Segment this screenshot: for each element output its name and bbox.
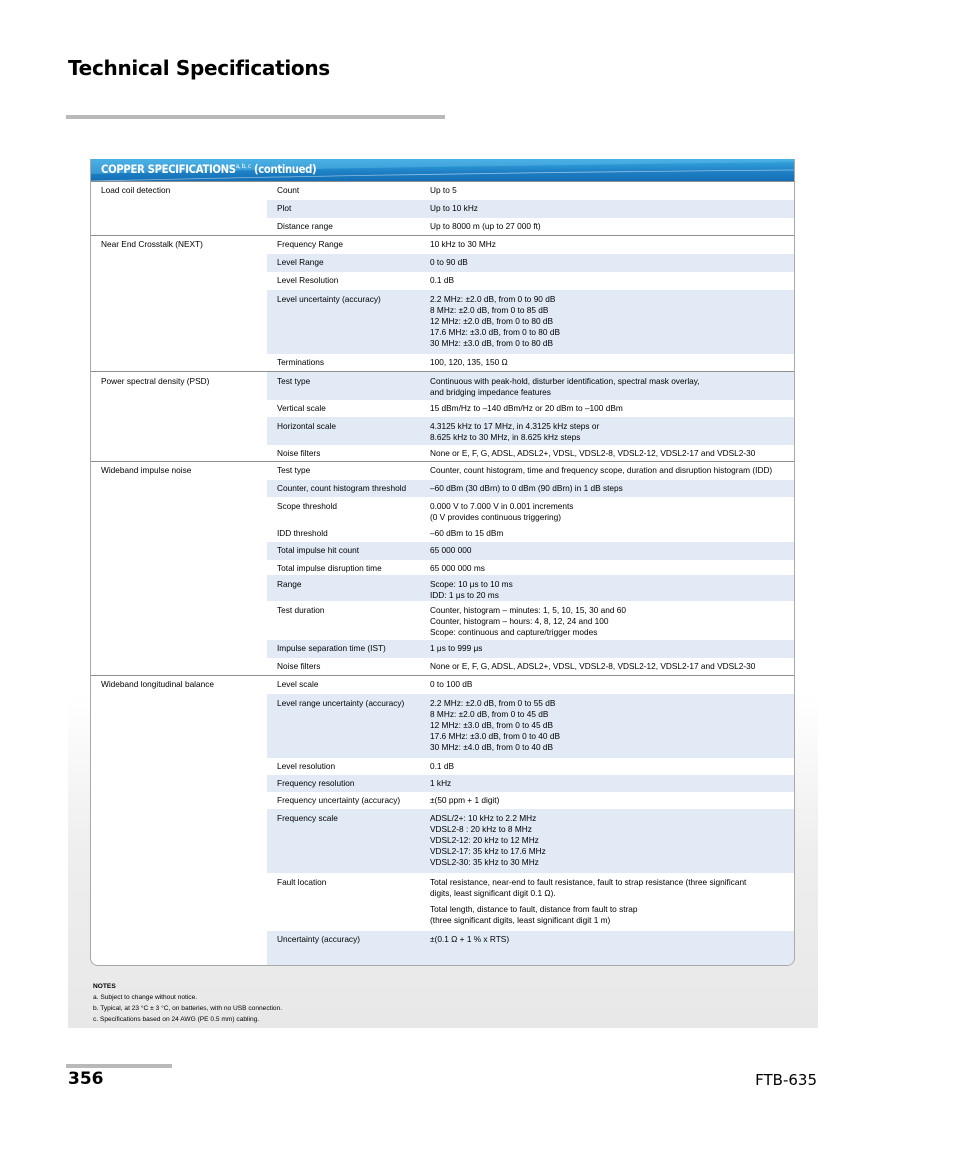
spec-parameter: Level Resolution bbox=[277, 274, 339, 285]
spec-value-line: Total resistance, near-end to fault resistance, fault to strap resistance (three significant bbox=[430, 876, 747, 887]
spec-table-card bbox=[90, 159, 795, 966]
table-row bbox=[91, 182, 794, 200]
table-row bbox=[91, 676, 794, 694]
spec-category bbox=[91, 525, 267, 542]
spec-category bbox=[91, 497, 267, 525]
table-filler-row bbox=[91, 951, 794, 965]
spec-value-line: VDSL2-30: 35 kHz to 30 MHz bbox=[430, 856, 539, 867]
spec-parameter: Noise filters bbox=[277, 447, 321, 458]
spec-value bbox=[420, 372, 794, 400]
table-row bbox=[91, 372, 794, 400]
table-row bbox=[91, 658, 794, 676]
footer-divider bbox=[66, 1064, 172, 1068]
spec-value-line: ±(0.1 Ω + 1 % x RTS) bbox=[430, 933, 510, 944]
spec-parameter: Plot bbox=[267, 200, 420, 218]
spec-value-line: 8 MHz: ±2.0 dB, from 0 to 85 dB bbox=[430, 304, 549, 315]
spec-category bbox=[91, 417, 267, 445]
spec-parameter: Test type bbox=[267, 462, 420, 480]
spec-value bbox=[420, 542, 794, 560]
spec-value-line: 1 μs to 999 μs bbox=[430, 642, 483, 653]
spec-parameter: Test type bbox=[267, 372, 420, 400]
spec-value bbox=[420, 497, 794, 525]
note-item: c. Specifications based on 24 AWG (PE 0.5 mm) cabling. bbox=[93, 1016, 260, 1023]
spec-value bbox=[420, 560, 794, 575]
table-row bbox=[91, 462, 794, 480]
spec-value-line: (three significant digits, least significant digit 1 m) bbox=[430, 914, 611, 925]
spec-parameter: IDD threshold bbox=[277, 527, 328, 538]
spec-value-line: Counter, histogram – hours: 4, 8, 12, 24 and 100 bbox=[430, 615, 609, 626]
spec-parameter: Test duration bbox=[277, 604, 325, 615]
spec-table-title bbox=[101, 162, 316, 176]
spec-category bbox=[91, 354, 267, 372]
spec-value-line: VDSL2-12: 20 kHz to 12 MHz bbox=[430, 834, 539, 845]
spec-parameter: Level resolution bbox=[277, 760, 336, 771]
spec-parameter: Frequency scale bbox=[267, 809, 420, 873]
title-divider bbox=[66, 115, 445, 119]
table-row bbox=[91, 758, 794, 775]
spec-parameter: Terminations bbox=[277, 356, 325, 367]
table-row bbox=[91, 354, 794, 372]
spec-value-line: 2.2 MHz: ±2.0 dB, from 0 to 90 dB bbox=[430, 293, 556, 304]
spec-category bbox=[91, 775, 267, 792]
spec-value bbox=[420, 931, 794, 951]
spec-category bbox=[91, 290, 267, 354]
spec-category bbox=[91, 445, 267, 462]
table-row bbox=[91, 200, 794, 218]
spec-category bbox=[91, 254, 267, 272]
spec-value bbox=[420, 354, 794, 372]
spec-parameter: Level Range bbox=[267, 254, 420, 272]
spec-parameter: Range bbox=[267, 575, 420, 601]
spec-category bbox=[91, 640, 267, 658]
spec-value-line: 15 dBm/Hz to –140 dBm/Hz or 20 dBm to –100 dBm bbox=[430, 402, 623, 413]
spec-category bbox=[91, 792, 267, 809]
spec-value-line: 10 kHz to 30 MHz bbox=[430, 239, 496, 249]
spec-value bbox=[420, 480, 794, 497]
spec-value-line: 0 to 90 dB bbox=[430, 256, 468, 267]
table-row bbox=[91, 931, 794, 951]
spec-value bbox=[420, 809, 794, 873]
spec-value bbox=[420, 445, 794, 462]
spec-value-line: 0.000 V to 7.000 V in 0.001 increments bbox=[430, 500, 574, 511]
spec-parameter: Level range uncertainty (accuracy) bbox=[267, 694, 420, 758]
spec-category: Wideband longitudinal balance bbox=[91, 676, 267, 694]
page-title: Technical Specifications bbox=[68, 56, 330, 80]
spec-value-line: IDD: 1 μs to 20 ms bbox=[430, 589, 499, 600]
table-row bbox=[91, 640, 794, 658]
spec-value-line: digits, least significant digit 0.1 Ω). bbox=[430, 887, 556, 898]
spec-value-line: Continuous with peak-hold, disturber identification, spectral mask overlay, bbox=[430, 376, 700, 386]
spec-value bbox=[420, 575, 794, 601]
product-name: FTB-635 bbox=[755, 1071, 817, 1089]
spec-value-line: –60 dBm to 15 dBm bbox=[430, 527, 504, 538]
spec-parameter: Vertical scale bbox=[277, 402, 326, 413]
spec-parameter: Level scale bbox=[267, 676, 420, 694]
spec-value bbox=[420, 462, 794, 480]
spec-parameter: Level uncertainty (accuracy) bbox=[267, 290, 420, 354]
spec-parameter: Total impulse disruption time bbox=[277, 562, 382, 573]
spec-parameter: Frequency Range bbox=[267, 236, 420, 254]
spec-value bbox=[420, 775, 794, 792]
table-row bbox=[91, 445, 794, 462]
spec-category bbox=[91, 575, 267, 601]
table-row bbox=[91, 792, 794, 809]
spec-value bbox=[420, 758, 794, 775]
spec-category: Near End Crosstalk (NEXT) bbox=[91, 236, 267, 254]
table-row bbox=[91, 873, 794, 931]
spec-value-line: Up to 8000 m (up to 27 000 ft) bbox=[430, 220, 541, 231]
spec-value-line: Up to 5 bbox=[430, 185, 457, 195]
spec-value bbox=[420, 601, 794, 640]
spec-value bbox=[420, 640, 794, 658]
spec-value-line: Up to 10 kHz bbox=[430, 202, 478, 213]
table-row bbox=[91, 417, 794, 445]
spec-value-line: –60 dBm (30 dBrn) to 0 dBm (90 dBrn) in 1 dB steps bbox=[430, 482, 623, 493]
spec-value-line: Total length, distance to fault, distance from fault to strap bbox=[430, 903, 638, 914]
spec-value-line: None or E, F, G, ADSL, ADSL2+, VDSL, VDSL2-8, VDSL2-12, VDSL2-17 and VDSL2-30 bbox=[430, 447, 756, 458]
spec-parameter: Counter, count histogram threshold bbox=[267, 480, 420, 497]
spec-value-line: 100, 120, 135, 150 Ω bbox=[430, 356, 508, 367]
spec-category bbox=[91, 272, 267, 290]
spec-value bbox=[420, 525, 794, 542]
spec-title-superscript: a, b, c bbox=[235, 162, 251, 171]
spec-value-line: Scope: 10 μs to 10 ms bbox=[430, 578, 513, 589]
spec-value-line: 2.2 MHz: ±2.0 dB, from 0 to 55 dB bbox=[430, 697, 556, 708]
spec-title-suffix: (continued) bbox=[253, 162, 317, 176]
spec-value-line: ADSL/2+: 10 kHz to 2.2 MHz bbox=[430, 812, 537, 823]
filler-cell bbox=[267, 951, 420, 965]
spec-value-line: and bridging impedance features bbox=[430, 387, 551, 397]
spec-parameter: Frequency uncertainty (accuracy) bbox=[277, 794, 401, 805]
table-row bbox=[91, 542, 794, 560]
table-row bbox=[91, 218, 794, 236]
spec-value bbox=[420, 182, 794, 200]
spec-value-line: 17.6 MHz: ±3.0 dB, from 0 to 40 dB bbox=[430, 730, 560, 741]
spec-value-line: VDSL2-17: 35 kHz to 17.6 MHz bbox=[430, 845, 546, 856]
spec-table-header bbox=[91, 159, 794, 181]
spec-value bbox=[420, 290, 794, 354]
spec-category bbox=[91, 873, 267, 931]
spec-parameter: Scope threshold bbox=[277, 500, 337, 511]
spec-value-line: 0.1 dB bbox=[430, 760, 454, 771]
spec-parameter: Frequency resolution bbox=[267, 775, 420, 792]
spec-category bbox=[91, 480, 267, 497]
spec-value-line: 4.3125 kHz to 17 MHz, in 4.3125 kHz steps or bbox=[430, 420, 600, 431]
spec-value bbox=[420, 218, 794, 236]
note-item: b. Typical, at 23 °C ± 3 °C, on batteries, with no USB connection. bbox=[93, 1005, 283, 1012]
spec-value-line: 1 kHz bbox=[430, 777, 452, 788]
spec-value bbox=[420, 417, 794, 445]
page-number: 356 bbox=[68, 1069, 104, 1089]
spec-category: Power spectral density (PSD) bbox=[91, 372, 267, 400]
spec-value-line: 65 000 000 bbox=[430, 544, 472, 555]
table-row bbox=[91, 775, 794, 792]
spec-category bbox=[91, 694, 267, 758]
spec-parameter: Uncertainty (accuracy) bbox=[267, 931, 420, 951]
spec-category bbox=[91, 560, 267, 575]
spec-category bbox=[91, 542, 267, 560]
spec-value-line: VDSL2-8 : 20 kHz to 8 MHz bbox=[430, 823, 532, 834]
spec-category: Load coil detection bbox=[91, 182, 267, 200]
spec-category bbox=[91, 758, 267, 775]
table-row bbox=[91, 601, 794, 640]
table-row bbox=[91, 272, 794, 290]
table-row bbox=[91, 809, 794, 873]
table-row bbox=[91, 694, 794, 758]
spec-value-line: 12 MHz: ±2.0 dB, from 0 to 80 dB bbox=[430, 315, 554, 326]
spec-value-line: Counter, histogram – minutes: 1, 5, 10, 15, 30 and 60 bbox=[430, 604, 627, 615]
spec-value-line: (0 V provides continuous triggering) bbox=[430, 511, 561, 522]
spec-value bbox=[420, 792, 794, 809]
spec-value bbox=[420, 658, 794, 676]
spec-value-line: ±(50 ppm + 1 digit) bbox=[430, 794, 500, 805]
spec-title-text: COPPER SPECIFICATIONS bbox=[101, 162, 236, 176]
spec-category bbox=[91, 601, 267, 640]
table-row bbox=[91, 290, 794, 354]
spec-parameter: Horizontal scale bbox=[267, 417, 420, 445]
spec-value-line: Counter, count histogram, time and frequency scope, duration and disruption histogram (IDD) bbox=[430, 465, 773, 475]
table-row bbox=[91, 480, 794, 497]
spec-value-line: 30 MHz: ±4.0 dB, from 0 to 40 dB bbox=[430, 741, 554, 752]
spec-value bbox=[420, 254, 794, 272]
table-row bbox=[91, 497, 794, 525]
spec-category bbox=[91, 218, 267, 236]
spec-value bbox=[420, 873, 794, 931]
filler-cell bbox=[420, 951, 794, 965]
spec-parameter: Distance range bbox=[277, 220, 333, 231]
spec-value bbox=[420, 676, 794, 694]
spec-value bbox=[420, 400, 794, 417]
note-item: a. Subject to change without notice. bbox=[93, 994, 198, 1001]
spec-parameter: Noise filters bbox=[277, 660, 321, 671]
spec-value-line: 12 MHz: ±3.0 dB, from 0 to 45 dB bbox=[430, 719, 554, 730]
spec-value-line: 0.1 dB bbox=[430, 274, 454, 285]
spec-category bbox=[91, 400, 267, 417]
spec-table bbox=[91, 181, 794, 965]
table-row bbox=[91, 560, 794, 575]
notes-section bbox=[93, 981, 282, 1025]
spec-parameter: Count bbox=[267, 182, 420, 200]
spec-value bbox=[420, 236, 794, 254]
table-row bbox=[91, 575, 794, 601]
spec-value-line: None or E, F, G, ADSL, ADSL2+, VDSL, VDSL2-8, VDSL2-12, VDSL2-17 and VDSL2-30 bbox=[430, 660, 756, 671]
spec-value-line: 65 000 000 ms bbox=[430, 562, 485, 573]
spec-value bbox=[420, 694, 794, 758]
spec-value-line: 0 to 100 dB bbox=[430, 679, 473, 689]
spec-category bbox=[91, 809, 267, 873]
spec-value-line: 30 MHz: ±3.0 dB, from 0 to 80 dB bbox=[430, 337, 554, 348]
table-row bbox=[91, 254, 794, 272]
spec-category bbox=[91, 658, 267, 676]
spec-category: Wideband impulse noise bbox=[91, 462, 267, 480]
spec-value bbox=[420, 272, 794, 290]
spec-parameter: Fault location bbox=[277, 876, 327, 887]
spec-value-line: 17.6 MHz: ±3.0 dB, from 0 to 80 dB bbox=[430, 326, 560, 337]
spec-value bbox=[420, 200, 794, 218]
spec-parameter: Impulse separation time (IST) bbox=[267, 640, 420, 658]
table-row bbox=[91, 525, 794, 542]
spec-category bbox=[91, 931, 267, 951]
spec-parameter: Total impulse hit count bbox=[267, 542, 420, 560]
filler-cell bbox=[91, 951, 267, 965]
spec-value-line: 8 MHz: ±2.0 dB, from 0 to 45 dB bbox=[430, 708, 549, 719]
table-row bbox=[91, 400, 794, 417]
spec-category bbox=[91, 200, 267, 218]
table-row bbox=[91, 236, 794, 254]
spec-value-line: Scope: continuous and capture/trigger modes bbox=[430, 626, 598, 637]
notes-title: NOTES bbox=[93, 983, 116, 990]
spec-value-line: 8.625 kHz to 30 MHz, in 8.625 kHz steps bbox=[430, 431, 581, 442]
